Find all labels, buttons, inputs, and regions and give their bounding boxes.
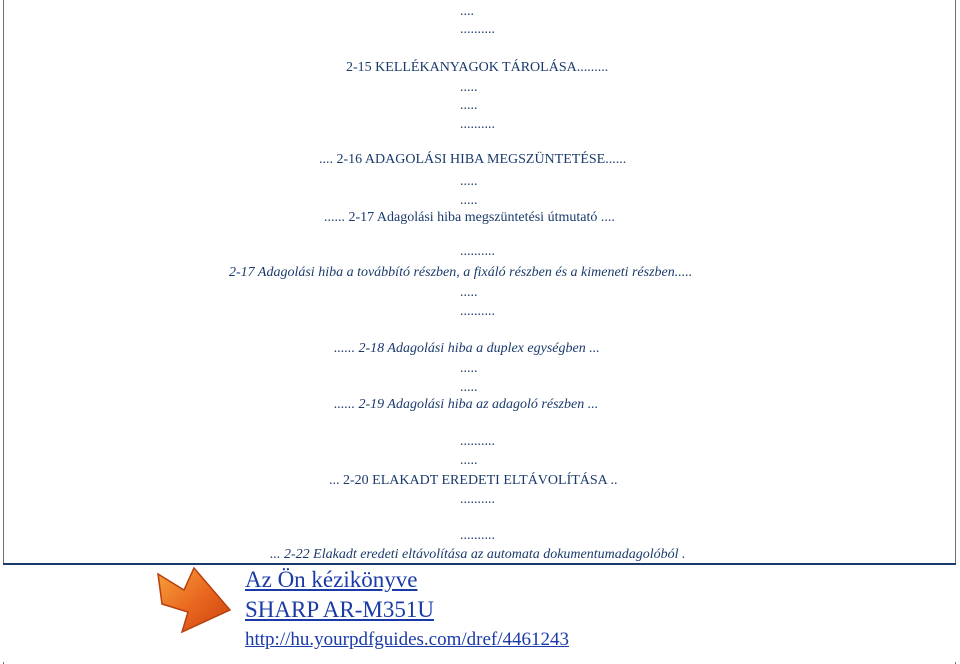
toc-leader-line: .... bbox=[460, 4, 474, 19]
toc-leader-line: .......... bbox=[460, 434, 495, 449]
toc-leader-line: ..... bbox=[460, 285, 478, 300]
toc-entry-2-17-guide[interactable]: ...... 2-17 Adagolási hiba megszüntetési útmutató .... bbox=[324, 210, 615, 225]
manual-title-link[interactable]: Az Ön kézikönyve bbox=[245, 567, 418, 592]
toc-entry-2-18[interactable]: ...... 2-18 Adagolási hiba a duplex egységben ... bbox=[334, 341, 600, 356]
toc-entry-2-17-transfer[interactable]: 2-17 Adagolási hiba a továbbító részben, a fixáló részben és a kimeneti részben..... bbox=[229, 265, 693, 280]
toc-leader-line: .......... bbox=[460, 117, 495, 132]
toc-entry-2-15[interactable]: 2-15 KELLÉKANYAGOK TÁROLÁSA......... bbox=[346, 60, 609, 75]
toc-entry-2-19[interactable]: ...... 2-19 Adagolási hiba az adagoló részben ... bbox=[334, 397, 599, 412]
toc-entry-2-16[interactable]: .... 2-16 ADAGOLÁSI HIBA MEGSZÜNTETÉSE...... bbox=[319, 152, 627, 167]
product-model-link[interactable]: SHARP AR-M351U bbox=[245, 597, 434, 622]
toc-leader-line: ..... bbox=[460, 80, 478, 95]
arrow-right-icon bbox=[154, 564, 234, 638]
toc-leader-line: ..... bbox=[460, 98, 478, 113]
manual-url-link[interactable]: http://hu.yourpdfguides.com/dref/4461243 bbox=[245, 629, 570, 650]
toc-leader-line: ..... bbox=[460, 174, 478, 189]
toc-entry-2-20[interactable]: ... 2-20 ELAKADT EREDETI ELTÁVOLÍTÁSA .. bbox=[329, 473, 618, 488]
toc-leader-line: ..... bbox=[460, 380, 478, 395]
toc-leader-line: ..... bbox=[460, 361, 478, 376]
toc-leader-line: .......... bbox=[460, 244, 495, 259]
toc-leader-line: .......... bbox=[460, 304, 495, 319]
toc-leader-line: ..... bbox=[460, 193, 478, 208]
toc-leader-line: .......... bbox=[460, 22, 495, 37]
toc-leader-line: .......... bbox=[460, 528, 495, 543]
toc-entry-2-22[interactable]: ... 2-22 Elakadt eredeti eltávolítása az automata dokumentumadagolóból . bbox=[270, 547, 686, 562]
toc-leader-line: .......... bbox=[460, 492, 495, 507]
toc-leader-line: ..... bbox=[460, 453, 478, 468]
